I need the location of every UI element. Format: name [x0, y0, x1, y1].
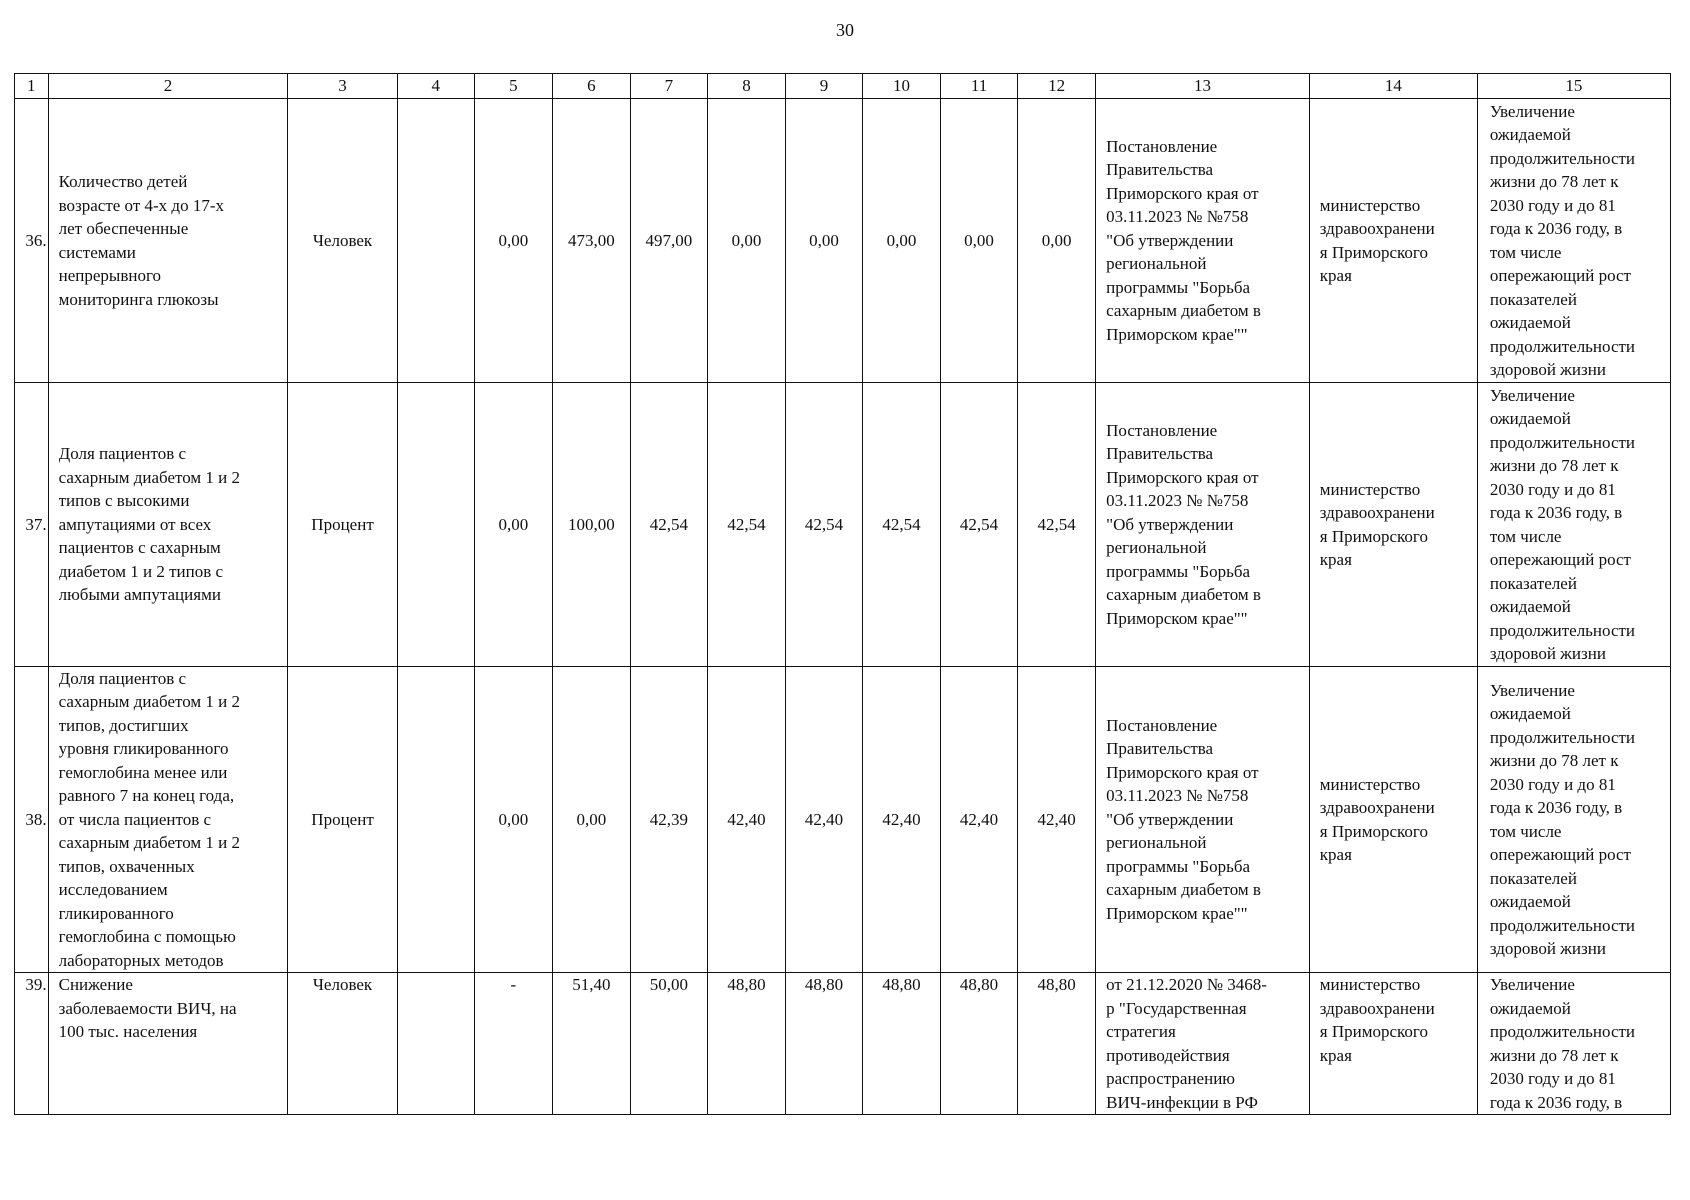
value-cell: 42,40 [862, 667, 940, 973]
table-row [15, 99, 1671, 383]
goal-text: Увеличение ожидаемой продолжительности жизни до 78 лет к 2030 году и до 81 года к 2036 году, в том числе опережающий рост показателей ожидаемой продолжительности здоровой жизни [1489, 385, 1636, 663]
value-cell [397, 667, 474, 973]
value-cell: 42,54 [941, 383, 1018, 667]
value-cell: 42,40 [786, 667, 863, 973]
value-cell: 0,00 [474, 667, 552, 973]
value-cell: 0,00 [1018, 99, 1096, 383]
value-cell [397, 99, 474, 383]
column-number: 4 [397, 74, 474, 99]
row-number: 36. [15, 99, 49, 383]
value-cell: 48,80 [941, 973, 1018, 1115]
unit: Человек [288, 973, 398, 1115]
table-row [15, 667, 1671, 973]
value-cell: 48,80 [1018, 973, 1096, 1115]
column-number: 6 [552, 74, 630, 99]
indicator-name: Количество детей возрасте от 4-х до 17-х лет обеспеченные системами непрерывного мониторинга глюкозы [58, 172, 224, 309]
column-number: 8 [707, 74, 785, 99]
goal-text: Увеличение ожидаемой продолжительности жизни до 78 лет к 2030 году и до 81 года к 2036 году, в том числе опережающий рост показателей ожидаемой продолжительности здоровой жизни [1489, 101, 1636, 379]
indicator-name: Доля пациентов с сахарным диабетом 1 и 2 типов, достигших уровня гликированного гемоглобина менее или равного 7 на конец года, от числа пациентов с сахарным диабетом 1 и 2 типов, охваченных исследованием гликированного гемоглобина с помощью лабораторных методов [58, 668, 241, 970]
legal-document: от 21.12.2020 № 3468- р "Государственная стратегия противодействия распространению ВИЧ-инфекции в РФ [1106, 975, 1267, 1112]
value-cell [397, 383, 474, 667]
column-number: 2 [48, 74, 288, 99]
value-cell: 42,54 [862, 383, 940, 667]
value-cell: 48,80 [862, 973, 940, 1115]
responsible-org: министерство здравоохранени я Приморского края [1319, 479, 1435, 569]
value-cell: 42,54 [1018, 383, 1096, 667]
column-number: 10 [862, 74, 940, 99]
column-number: 3 [288, 74, 398, 99]
column-number: 12 [1018, 74, 1096, 99]
value-cell: 42,54 [707, 383, 785, 667]
value-cell: 0,00 [474, 99, 552, 383]
goal-text: Увеличение ожидаемой продолжительности жизни до 78 лет к 2030 году и до 81 года к 2036 году, в [1489, 975, 1636, 1112]
value-cell: 497,00 [630, 99, 707, 383]
table-row [15, 973, 1671, 1115]
value-cell: 0,00 [786, 99, 863, 383]
value-cell: 48,80 [707, 973, 785, 1115]
responsible-org: министерство здравоохранени я Приморского края [1319, 975, 1435, 1065]
legal-document: Постановление Правительства Приморского края от 03.11.2023 № №758 "Об утверждении региональной программы "Борьба сахарным диабетом в Приморском крае"" [1106, 715, 1261, 923]
value-cell: 42,39 [630, 667, 707, 973]
column-number: 14 [1309, 74, 1477, 99]
indicator-name: Снижение заболеваемости ВИЧ, на 100 тыс. населения [58, 975, 237, 1041]
legal-document: Постановление Правительства Приморского края от 03.11.2023 № №758 "Об утверждении региональной программы "Борьба сахарным диабетом в Приморском крае"" [1106, 136, 1261, 344]
value-cell: 42,40 [1018, 667, 1096, 973]
value-cell: 0,00 [474, 383, 552, 667]
value-cell: 48,80 [786, 973, 863, 1115]
value-cell: 42,40 [707, 667, 785, 973]
unit: Человек [288, 99, 398, 383]
value-cell: 50,00 [630, 973, 707, 1115]
value-cell: 42,54 [786, 383, 863, 667]
column-number: 13 [1096, 74, 1310, 99]
row-number: 38. [15, 667, 49, 973]
column-number: 11 [941, 74, 1018, 99]
column-number: 1 [15, 74, 49, 99]
value-cell: 42,40 [941, 667, 1018, 973]
unit: Процент [288, 383, 398, 667]
value-cell: 42,54 [630, 383, 707, 667]
value-cell [397, 973, 474, 1115]
value-cell: 51,40 [552, 973, 630, 1115]
page-number: 30 [836, 20, 854, 40]
table-row [15, 383, 1671, 667]
value-cell: 0,00 [552, 667, 630, 973]
legal-document: Постановление Правительства Приморского края от 03.11.2023 № №758 "Об утверждении региональной программы "Борьба сахарным диабетом в Приморском крае"" [1106, 420, 1261, 628]
indicators-table [14, 73, 1671, 1115]
indicator-name: Доля пациентов с сахарным диабетом 1 и 2 типов с высокими ампутациями от всех пациентов с сахарным диабетом 1 и 2 типов с любыми ампутациями [58, 444, 241, 605]
value-cell: 0,00 [862, 99, 940, 383]
row-number: 37. [15, 383, 49, 667]
responsible-org: министерство здравоохранени я Приморского края [1319, 195, 1435, 285]
column-number: 9 [786, 74, 863, 99]
column-number: 15 [1477, 74, 1670, 99]
unit: Процент [288, 667, 398, 973]
value-cell: - [474, 973, 552, 1115]
column-number: 7 [630, 74, 707, 99]
responsible-org: министерство здравоохранени я Приморского края [1319, 774, 1435, 864]
value-cell: 0,00 [707, 99, 785, 383]
goal-text: Увеличение ожидаемой продолжительности жизни до 78 лет к 2030 году и до 81 года к 2036 году, в том числе опережающий рост показателей ожидаемой продолжительности здоровой жизни [1489, 680, 1636, 958]
value-cell: 0,00 [941, 99, 1018, 383]
column-number-header-row [15, 74, 1671, 99]
column-number: 5 [474, 74, 552, 99]
value-cell: 100,00 [552, 383, 630, 667]
row-number: 39. [15, 973, 49, 1115]
value-cell: 473,00 [552, 99, 630, 383]
